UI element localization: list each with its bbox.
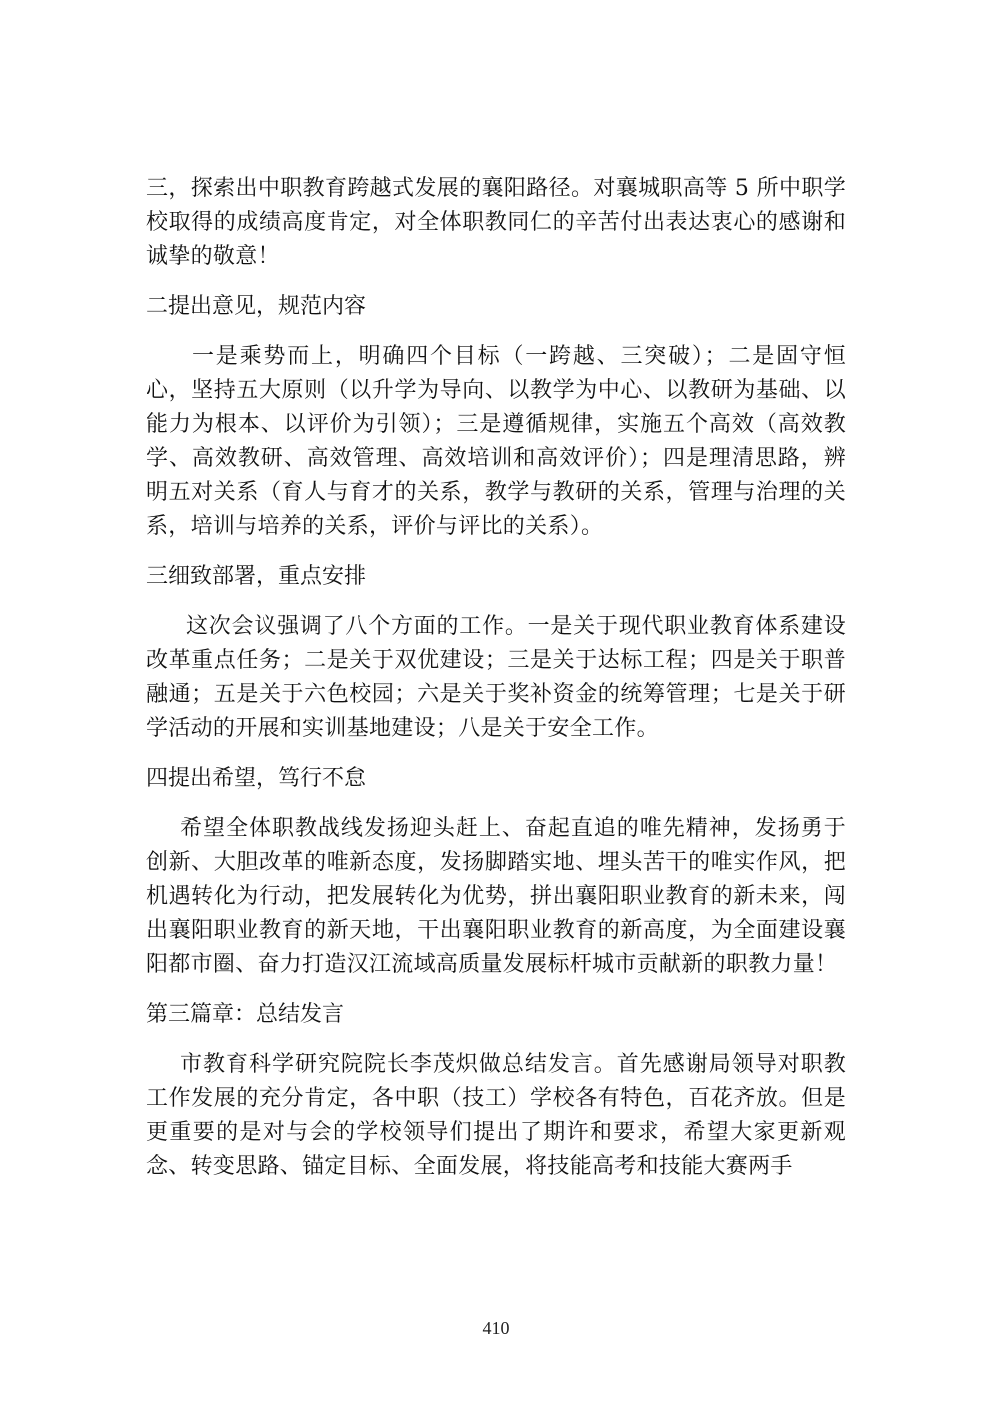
paragraph-hopes: 希望全体职教战线发扬迎头赶上、奋起直追的唯先精神，发扬勇于创新、大胆改革的唯新态度，发扬脚踏实地、埋头苦干的唯实作风，把机遇转化为行动，把发展转化为优势，拼出襄阳职业教育的新未来，闯出襄阳职业教育的新天地，干出襄阳职业教育的新高度，为全面建设襄阳都市圈、奋力打造汉江流域高质量发展标杆城市贡献新的职教力量！ [146,816,846,977]
paragraph-summary-speech: 市教育科学研究院院长李茂炽做总结发言。首先感谢局领导对职教工作发展的充分肯定，各中职（技工）学校各有特色，百花齐放。但是更重要的是对与会的学校领导们提出了期许和要求，希望大家更新观念、转变思路、锚定目标、全面发展，将技能高考和技能大赛两手 [146,1052,846,1179]
section-heading-three: 三细致部署，重点安排 [146,564,367,589]
document-body [146,172,846,1184]
paragraph-deployment: 这次会议强调了八个方面的工作。一是关于现代职业教育体系建设改革重点任务；二是关于双优建设；三是关于达标工程；四是关于职普融通；五是关于六色校园；六是关于奖补资金的统筹管理；七是关于研学活动的开展和实训基地建设；八是关于安全工作。 [146,614,846,741]
section-heading-four: 四提出希望，笃行不怠 [146,766,367,791]
page-number: 410 [482,1318,510,1338]
paragraph-opinions: 一是乘势而上，明确四个目标（一跨越、三突破）；二是固守恒心，坚持五大原则（以升学为导向、以教学为中心、以教研为基础、以能力为根本、以评价为引领）；三是遵循规律，实施五个高效（高效教学、高效教研、高效管理、高效培训和高效评价）；四是理清思路，辨明五对关系（育人与育才的关系，教学与教研的关系，管理与治理的关系，培训与培养的关系，评价与评比的关系）。 [146,344,846,539]
chapter-heading-three: 第三篇章：总结发言 [146,1002,345,1027]
section-heading-two: 二提出意见，规范内容 [146,294,367,319]
paragraph-conclusion-three: 三，探索出中职教育跨越式发展的襄阳路径。对襄城职高等 5 所中职学校取得的成绩高度肯定，对全体职教同仁的辛苦付出表达衷心的感谢和诚挚的敬意！ [146,176,846,269]
